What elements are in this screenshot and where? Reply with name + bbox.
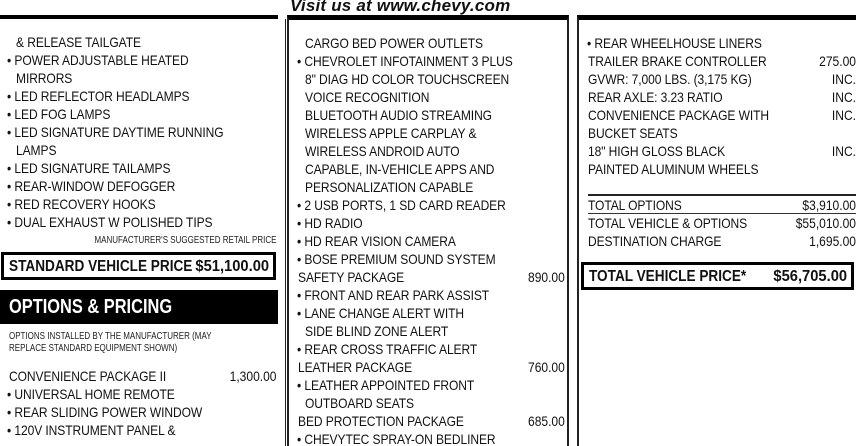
standard-equipment-column: [0, 19, 278, 446]
option-line: CONVENIENCE PACKAGE WITH: [588, 107, 770, 123]
option-line: SIDE BLIND ZONE ALERT: [305, 323, 449, 339]
destination-charge-label: DESTINATION CHARGE: [588, 233, 722, 249]
feature-line: • DUAL EXHAUST W POLISHED TIPS: [7, 214, 213, 230]
option-line: OUTBOARD SEATS: [305, 395, 414, 411]
feature-line: • POWER ADJUSTABLE HEATED: [7, 52, 189, 68]
option-line: • BOSE PREMIUM SOUND SYSTEM: [297, 251, 496, 267]
column-divider: [285, 19, 286, 446]
option-line: TRAILER BRAKE CONTROLLER: [588, 53, 767, 69]
total-vehicle-price-value: $56,705.00: [773, 268, 847, 285]
feature-line: • LED SIGNATURE TAILAMPS: [7, 160, 171, 176]
package-name: BED PROTECTION PACKAGE: [298, 413, 464, 429]
feature-line: MIRRORS: [16, 70, 73, 86]
option-line: 18" HIGH GLOSS BLACK: [588, 143, 726, 159]
option-line: BUCKET SEATS: [588, 125, 678, 141]
option-line: WIRELESS ANDROID AUTO: [305, 143, 460, 159]
destination-charge-value: 1,695.00: [809, 233, 856, 249]
feature-line: • RED RECOVERY HOOKS: [7, 196, 156, 212]
feature-line: & RELEASE TAILGATE: [16, 34, 141, 50]
option-price: INC.: [831, 71, 856, 87]
total-vehicle-options-value: $55,010.00: [795, 215, 856, 231]
option-price: INC.: [831, 107, 856, 123]
package-feature-line: • 120V INSTRUMENT PANEL &: [7, 422, 176, 438]
option-line: PAINTED ALUMINUM WHEELS: [588, 161, 759, 177]
package-name: CONVENIENCE PACKAGE II: [9, 368, 167, 384]
option-line: • LANE CHANGE ALERT WITH: [297, 305, 464, 321]
total-vehicle-price-box: [581, 262, 854, 290]
option-line: • 2 USB PORTS, 1 SD CARD READER: [297, 197, 506, 213]
option-line: • CHEVROLET INFOTAINMENT 3 PLUS: [297, 53, 513, 69]
package-price: 760.00: [528, 359, 565, 375]
option-line: • CHEVYTEC SPRAY-ON BEDLINER: [297, 431, 496, 446]
feature-line: • REAR-WINDOW DEFOGGER: [7, 178, 176, 194]
options-pricing-header: [0, 290, 278, 324]
option-line: VOICE RECOGNITION: [305, 89, 430, 105]
option-price: INC.: [831, 143, 856, 159]
package-feature-line: • REAR SLIDING POWER WINDOW: [7, 404, 203, 420]
package-name: LEATHER PACKAGE: [298, 359, 413, 375]
total-vehicle-options-label: TOTAL VEHICLE & OPTIONS: [588, 215, 748, 231]
option-line: 8" DIAG HD COLOR TOUCHSCREEN: [305, 71, 510, 87]
package-price: 890.00: [528, 269, 565, 285]
package-name: SAFETY PACKAGE: [298, 269, 405, 285]
package-price: 685.00: [528, 413, 565, 429]
option-line: • HD RADIO: [297, 215, 363, 231]
option-line: BLUETOOTH AUDIO STREAMING: [305, 107, 492, 123]
feature-line: LAMPS: [16, 142, 57, 158]
option-line: CAPABLE, IN-VEHICLE APPS AND: [305, 161, 495, 177]
total-vehicle-price-label: TOTAL VEHICLE PRICE*: [589, 268, 747, 285]
options-middle-panel: [287, 15, 569, 446]
option-line: • REAR CROSS TRAFFIC ALERT: [297, 341, 478, 357]
package-feature-line: • UNIVERSAL HOME REMOTE: [7, 386, 175, 402]
option-line: • REAR WHEELHOUSE LINERS: [587, 35, 762, 51]
standard-vehicle-price-box: [1, 252, 276, 280]
option-line: • LEATHER APPOINTED FRONT: [297, 377, 475, 393]
total-options-value: $3,910.00: [802, 197, 856, 213]
feature-line: • LED REFLECTOR HEADLAMPS: [7, 88, 190, 104]
options-pricing-title: OPTIONS & PRICING: [9, 296, 173, 318]
total-options-label: TOTAL OPTIONS: [588, 197, 682, 213]
option-line: REAR AXLE: 3.23 RATIO: [588, 89, 723, 105]
standard-vehicle-price-value: $51,100.00: [195, 258, 269, 275]
msrp-label: MANUFACTURER'S SUGGESTED RETAIL PRICE: [94, 235, 276, 246]
option-price: INC.: [831, 89, 856, 105]
options-note: OPTIONS INSTALLED BY THE MANUFACTURER (MAY REPLACE STANDARD EQUIPMENT SHOWN): [9, 331, 212, 354]
feature-line: • LED FOG LAMPS: [7, 106, 111, 122]
website-link[interactable]: Visit us at www.chevy.com: [290, 0, 511, 15]
option-line: CARGO BED POWER OUTLETS: [305, 35, 483, 51]
option-line: WIRELESS APPLE CARPLAY &: [305, 125, 477, 141]
option-line: • HD REAR VISION CAMERA: [297, 233, 456, 249]
option-line: GVWR: 7,000 LBS. (3,175 KG): [588, 71, 752, 87]
option-line: • FRONT AND REAR PARK ASSIST: [297, 287, 490, 303]
option-line: PERSONALIZATION CAPABLE: [305, 179, 474, 195]
options-right-panel: [577, 15, 856, 446]
standard-vehicle-price-label: STANDARD VEHICLE PRICE: [9, 258, 193, 275]
package-price: 1,300.00: [229, 368, 276, 384]
feature-line: • LED SIGNATURE DAYTIME RUNNING: [7, 124, 224, 140]
option-price: 275.00: [819, 53, 856, 69]
